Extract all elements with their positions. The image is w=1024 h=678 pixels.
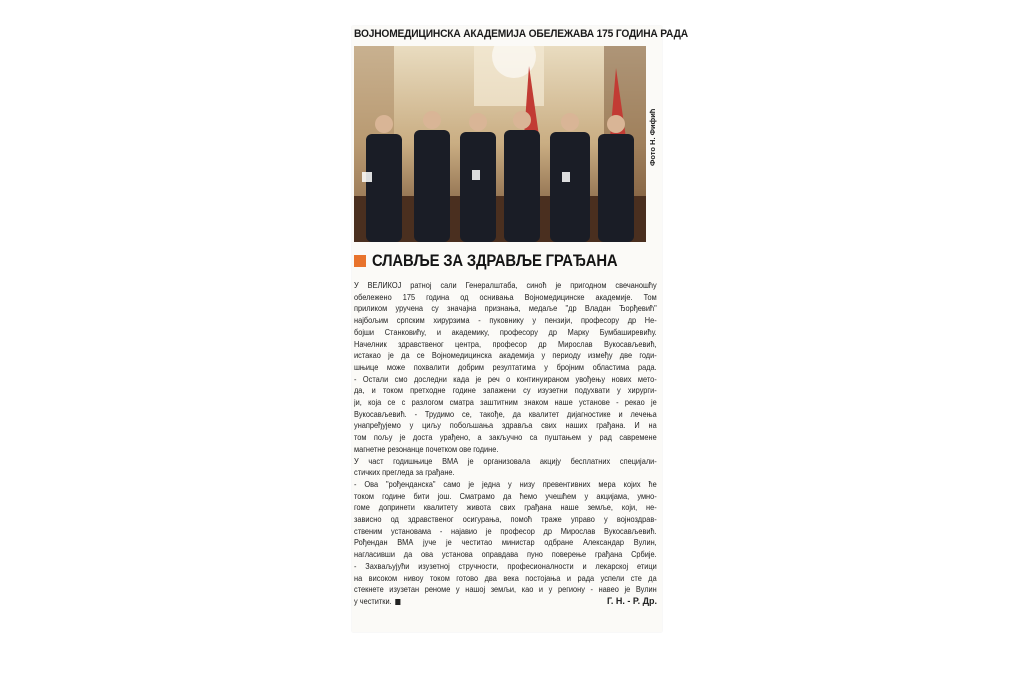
body-line: унапређујемо у циљу побољшања здравља свих наших грађана. И на bbox=[354, 420, 657, 431]
article-kicker: ВОЈНОМЕДИЦИНСКА АКАДЕМИЈА ОБЕЛЕЖАВА 175 ГОДИНА РАДА bbox=[354, 28, 688, 40]
body-line: Вукосављевић. - Трудимо се, такође, да квалитет дијагностике и лечења bbox=[354, 408, 657, 419]
body-line: ственим установама - најавио је професор др Мирослав Вукосављевић. bbox=[354, 525, 657, 536]
headline-marker-icon bbox=[354, 255, 366, 267]
body-line: том пољу је доста урађено, а закључно са пуштањем у рад савремене bbox=[354, 432, 657, 443]
body-line: на високом нивоу током готово два века постојања и рада успели сте да bbox=[354, 572, 657, 583]
article-body bbox=[354, 280, 657, 611]
body-line: зависно од здравственог осигурања, помоћ траже управо у војноздрав- bbox=[354, 514, 657, 525]
body-line bbox=[354, 596, 400, 608]
body-line: бојши Станковићу, и академику, професору др Марку Бумбаширевићу. bbox=[354, 326, 657, 337]
article-photo bbox=[354, 46, 646, 242]
body-line: У ВЕЛИКОЈ ратној сали Генералштаба, синоћ је пригодном свечаношћу bbox=[354, 280, 657, 290]
byline-signature: Г. Н. - Р. Др. bbox=[606, 595, 657, 606]
body-line: Начелник здравственог центра, професор др Мирослав Вукосављевић, bbox=[354, 338, 657, 349]
body-line: нагласивши да ова установа оправдава пуно поверење грађана Србије. bbox=[354, 549, 657, 560]
group-photo bbox=[354, 46, 646, 242]
body-line: У част годишњице ВМА је организовала акцију бесплатних специјали- bbox=[354, 455, 657, 466]
body-line: најбољим српским хирурзима - пуковнику у пензији, професору др Не- bbox=[354, 315, 657, 326]
newspaper-clipping bbox=[352, 26, 688, 632]
body-line: приликом уручена су значајна признања, медаље "др Владан Ђорђевић" bbox=[354, 303, 657, 314]
body-last-row bbox=[354, 596, 657, 611]
body-line: - Захваљујући изузетној стручности, професионалности и лекарској етици bbox=[354, 560, 657, 571]
body-line: магнетне резонанце почетком ове године. bbox=[354, 443, 499, 454]
body-line: Рођендан ВМА јуче је честитао министар одбране Александар Вулин, bbox=[354, 537, 657, 548]
body-line: стичких прегледа за грађане. bbox=[354, 467, 455, 478]
body-line: - Ова "рођенданска" само је једна у низу превентивних мера којих ће bbox=[354, 478, 657, 489]
last-line-text: у честитки. bbox=[354, 595, 392, 606]
body-line: гоме допринети квалитету живота свих грађана наше земље, који, не- bbox=[354, 502, 657, 513]
headline-text: СЛАВЉЕ ЗА ЗДРАВЉЕ ГРАЂАНА bbox=[372, 251, 618, 270]
body-line: обележено 175 година од оснивања Војномедицинске академије. Том bbox=[354, 291, 657, 302]
body-line: да, и током претходне године запажени су изузетни подухвати у хирурги- bbox=[354, 385, 657, 396]
body-line: шњице може похвалити добрим резултатима у бројним областима рада. bbox=[354, 361, 657, 372]
article-headline bbox=[354, 250, 654, 272]
end-square-icon bbox=[395, 599, 400, 605]
body-line: - Остали смо доследни када је реч о континуираном увођењу нових мето- bbox=[354, 373, 657, 384]
body-line: истакао је да се Војномедицинска академија у периоду између две годи- bbox=[354, 350, 657, 361]
photo-credit: Фото Н. Фифић bbox=[648, 108, 657, 166]
body-line: ји, која се с разлогом сматра заштитним знаком наше установе - рекао је bbox=[354, 397, 657, 408]
body-line: стекнете изузетан реноме у нашој земљи, као и у региону - навео је Вулин bbox=[354, 584, 657, 595]
body-line: током године бити још. Сматрамо да ћемо учешћем у акцијама, умно- bbox=[354, 490, 657, 501]
